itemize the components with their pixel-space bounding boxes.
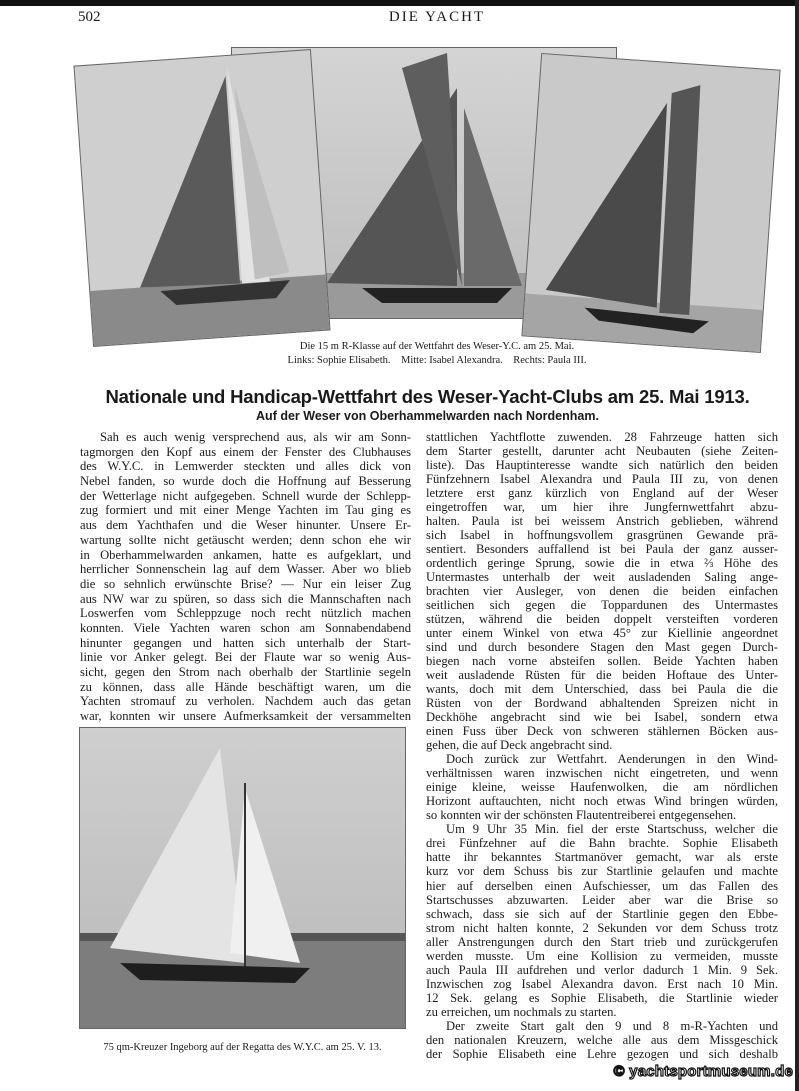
text-line: weit ausladende Rüsten für die beiden Hoftaue des Unter- [426,668,778,683]
bottom-figure-caption: 75 qm-Kreuzer Ingeborg auf der Regatta des W.Y.C. am 25. V. 13. [103,1042,382,1053]
text-line: auch Paula III aufdrehen und verlor dadurch 1 Min. 9 Sek. [426,962,778,977]
text-line: wartung sollte nicht getäuscht werden; denn schon ehe wir [80,532,411,547]
text-line: so konnten wir der schönsten Flautentreiberei entgegensehen. [426,808,737,823]
text-line: zu können, dass alle Hände beschäftigt waren, um die [80,679,411,694]
text-line: werden musste. Um eine Kollision zu vermeiden, musste [426,948,778,963]
text-line: strom nicht halten konnte, 2 Sekunden vor dem Schuss trotz [426,920,778,935]
text-line: Deckhöhe angebracht sind wie bei Isabel, sondern etwa [426,710,778,725]
text-line: stattlichen Yachtflotte zuwenden. 28 Fahrzeuge hatten sich [426,430,778,444]
text-line: sich Isabel in hoffnungsvollem grasgrünen Gewande prä- [426,528,778,543]
text-line: zug formiert und mit einer Menge Yachten im Tau ging es [80,503,411,518]
text-line: zu erreichen, um nochmals zu starten. [426,1004,617,1019]
text-line: aller Anstrengungen durch den Start trieb und zurückgerufen [426,934,778,949]
text-line: liste). Das Hauptinteresse wandte sich natürlich den beiden [426,458,778,473]
text-line: Sah es auch wenig versprechend aus, als wir am Sonn- [100,430,411,444]
text-line: Um 9 Uhr 35 Min. fiel der erste Startschuss, welcher die [446,822,778,837]
running-title: DIE YACHT [388,9,486,25]
text-line: tagmorgen den Kopf aus einem der Fenster des Clubhauses [80,444,411,459]
text-line: biegen nach vorne absteifen sollen. Beide Yachten haben [426,654,778,669]
scan-border-right [795,0,799,1091]
text-line: den nationalen Kreuzern, welche alle aus dem Missgeschick [426,1032,778,1047]
text-line: Inzwischen zog Isabel Alexandra davon. Erst nach 10 Min. [426,976,778,991]
photo-paula-iii [522,54,779,352]
text-line: schwach, dass sie sich auf der Startlinie gegen den Ebbe- [426,906,778,921]
text-line: Doch zurück zur Wettfahrt. Aenderungen in den Wind- [446,752,778,767]
photo-ingeborg [80,728,405,1028]
text-line: Nebel fanden, so wurde doch die Hoffnung auf Besserung [80,474,411,489]
text-line: einen Fuss über Deck von schweren stählernen Böcken aus- [426,724,778,739]
text-line: aus NW war zu spüren, so dass sich die Mannschaften nach [80,591,411,606]
text-line: verhältnissen waren inzwischen nicht eingetreten, und wenn [426,766,778,781]
text-line: Untermastes unterhalb der weit ausladenden Saling ange- [426,570,778,585]
text-line: einige kleine, weisse Haufenwolken, die am nördlichen [426,780,778,795]
text-line: Loswerfen vom Schleppzuge noch recht nützlich machen [80,606,411,621]
text-line: letztere erst ganz kürzlich von England auf der Weser [426,486,778,501]
text-line: Yachten stromauf zu verholen. Nachdem auch das getan [80,694,411,709]
text-line: eingetroffen war, um hier ihre Jungfernwettfahrt abzu- [426,500,778,515]
text-line: seitlichen sich gegen die Toppardunen des Untermastes [426,598,778,613]
article-subtitle: Auf der Weser von Oberhammelwarden nach Nordenham. [256,409,599,423]
text-line: sicht, gegen den Strom nach oberhalb der Startlinie segeln [80,665,411,679]
photo-sophie-elisabeth [75,50,330,346]
text-line: hatte ihr bekanntes Startmanöver gemacht, war als erste [426,850,778,865]
text-line: Startschusses abzuwarten. Leider aber war die Brise so [426,892,778,907]
left-column [80,430,411,724]
text-line: brachten vier Ausleger, von denen die beiden einfachen [426,584,778,599]
text-line: gehen, die auf Deck angebracht sind. [426,738,613,753]
article-title: Nationale und Handicap-Wettfahrt des Weser-Yacht-Clubs am 25. Mai 1913. [105,386,750,407]
scan-border-top [0,0,799,6]
text-line: kurz vor dem Schuss bis zur Startlinie gelaufen und machte [426,864,778,879]
text-line: 12 Sek. gelang es Sophie Elisabeth, die Startlinie wieder [426,990,778,1005]
text-line: hier auf derselben einen Aufschiesser, um das Fallen des [426,878,778,893]
text-line: Fünfzehnern Isabel Alexandra und Paula III zu, von denen [426,472,778,487]
text-line: halten. Paula ist bei weissem Anstrich geblieben, während [426,514,778,529]
right-column [426,430,778,1061]
text-line: stützen, während die beiden doppelt versteiften vorderen [426,612,778,627]
text-line: des W.Y.C. in Lemwerder steckten und alles dick von [80,459,411,474]
page-number: 502 [78,9,101,25]
text-line: Rüsten von der Bordwand abhaltenden Spreizen nicht in [426,696,778,711]
text-line: herrlicher Sonnenschein lag auf dem Wasser. Aber wo blieb [80,562,411,577]
text-line: aus dem Yachthafen und die Weser hinunter. Unsere Er- [80,518,411,533]
text-line: dem Starter gestellt, darunter acht Neubauten (siehe Zeiten- [426,444,778,459]
text-line: drei Fünfzehner auf die Bahn brachte. Sophie Elisabeth [426,836,778,851]
top-figure-caption-2: Links: Sophie Elisabeth. Mitte: Isabel Alexandra. Rechts: Paula III. [287,355,587,366]
text-line: in Oberhammelwarden ankamen, hatte es aufgeklart, und [80,547,411,562]
text-line: konnten. Viele Yachten waren schon am Sonnabendabend [80,620,411,635]
text-line: Horizont auftauchten, nicht noch etwas Wind bringen würden, [426,794,778,809]
text-line: war, konnten wir unsere Aufmerksamkeit der versammelten [80,709,411,724]
text-line: unter einem Winkel von etwa 45° zur Kiellinie angeordnet [426,626,778,641]
text-line: linie vor Anker gelegt. Bei der Flaute war so wenig Aus- [80,650,411,665]
watermark: © yachtsportmuseum.de [613,1063,793,1080]
text-line: ordentlich geringe Sprung, sowie die in etwa ⅔ Höhe des [426,556,778,571]
text-line: der Sophie Elisabeth eine Lehre gezogen und sich deshalb [426,1046,778,1061]
text-line: hinunter gegangen und hatten sich unterhalb der Start- [80,635,411,650]
text-line: wants, doch mit dem Unterschied, dass bei Paula die die [426,682,778,697]
text-line: Der zweite Start galt den 9 und 8 m-R-Yachten und [446,1018,778,1033]
top-figure-caption-1: Die 15 m R-Klasse auf der Wettfahrt des Weser-Y.C. am 25. Mai. [299,341,575,352]
text-line: sind und durch besondere Stagen den Mast gegen Durch- [426,640,778,655]
text-line: die so sehnlich erwünschte Brise? — Nur ein leiser Zug [80,576,411,591]
text-line: sentiert. Besonders auffallend ist bei Paula der ganz ausser- [426,542,778,557]
text-line: der Wetterlage nicht aufgegeben. Schnell wurde der Schlepp- [80,488,411,503]
